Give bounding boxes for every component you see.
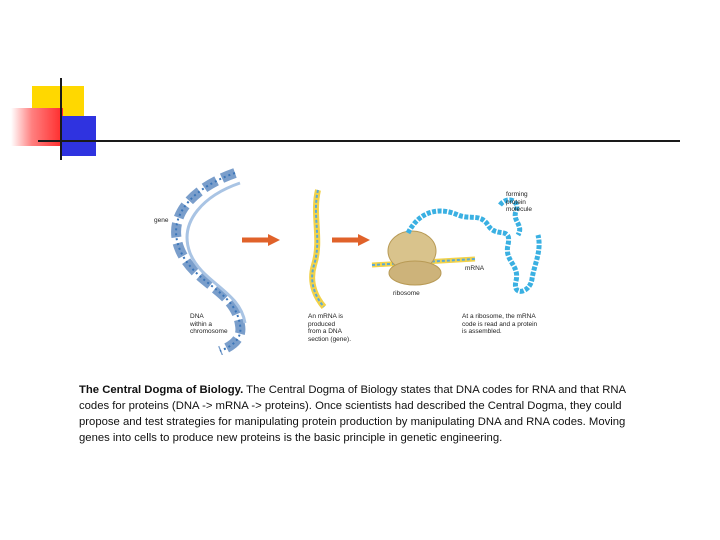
label-ribosome: ribosome [393,290,420,297]
label-dna-chromosome: DNA within a chromosome [190,313,228,335]
ribosome [372,231,475,285]
caption-body: The Central Dogma of Biology states that DNA codes for RNA and that RNA codes for proteins (DNA -> mRNA -> proteins). Once scientists had described the Central Dogma, they could propose and test strategies for manipulating protein production by manipulating DNA and RNA codes. Moving genes into cells to produce new proteins is the basic principle in genetic engineering. [79,384,626,444]
label-mrna: mRNA [465,265,485,272]
decor-blue-square [62,116,96,156]
decor-horizontal-line [38,140,680,142]
label-forming-protein: forming protein molecule [506,191,533,213]
figure-caption [79,382,649,446]
decor-vertical-line [60,78,62,160]
label-protein-assembled: At a ribosome, the mRNA code is read and a protein is assembled. [462,313,538,335]
arrow-dna-to-mrna [242,234,280,246]
caption-title: The Central Dogma of Biology. [79,384,244,396]
label-gene: gene [154,217,169,224]
mrna-strand [312,190,324,307]
central-dogma-figure [140,155,560,355]
arrow-mrna-to-ribosome [332,234,370,246]
label-mrna-produced: An mRNA is produced from a DNA section (gene). [308,313,351,343]
